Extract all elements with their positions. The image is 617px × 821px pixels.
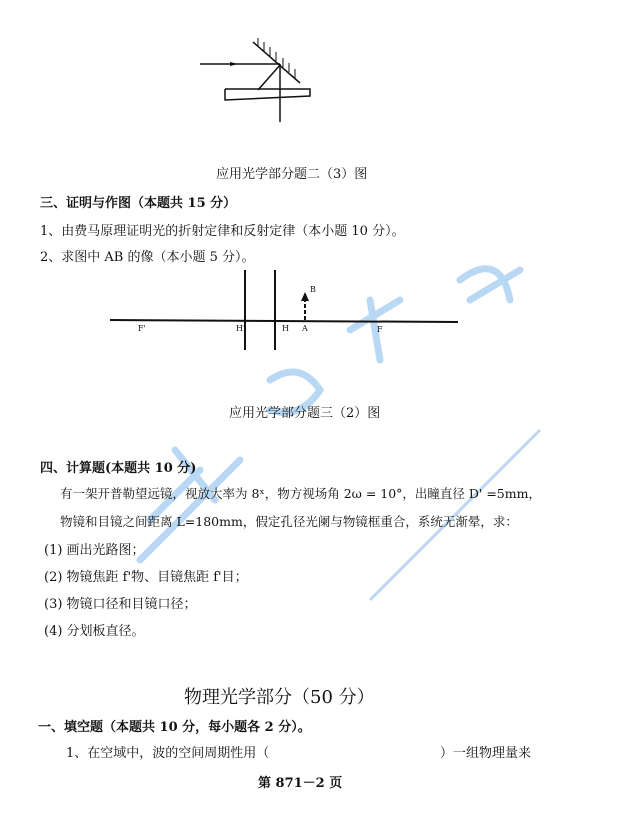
section-4-title: 四、计算题(本题共 10 分) <box>40 461 197 476</box>
section-4-item-2: (2) 物镜焦距 f'物、目镜焦距 f'目； <box>44 570 248 585</box>
part-title: 物理光学部分（50 分） <box>184 687 375 708</box>
section-4-line1: 有一架开普勒望远镜，视放大率为 8ˣ，物方视场角 2ω = 10°，出瞳直径 D' =5mm， <box>60 486 541 501</box>
section-4-item-4: (4) 分划板直径。 <box>44 624 145 639</box>
label-b: B <box>310 285 316 294</box>
section-4-item-3: (3) 物镜口径和目镜口径； <box>44 597 197 612</box>
section-3-q1: 1、由费马原理证明光的折射定律和反射定律（本小题 10 分）。 <box>40 224 405 239</box>
page-footer: 第 871－2 页 <box>258 776 343 791</box>
optical-diagram-principal-planes <box>110 270 458 350</box>
object-arrow-icon <box>301 292 309 301</box>
section-3-title: 三、证明与作图（本题共 15 分） <box>40 196 237 211</box>
figure-caption-1: 应用光学部分题二（3）图 <box>216 167 368 182</box>
part-2-q1-start: 1、在空域中，波的空间周期性用（ <box>66 746 270 761</box>
label-h-prime: H' <box>236 324 246 333</box>
section-4-line2: 物镜和目镜之间距离 L=180mm，假定孔径光阑与物镜框重合，系统无渐晕，求： <box>60 514 518 529</box>
label-a: A <box>302 324 308 333</box>
label-f-prime: F' <box>138 324 146 333</box>
part-2-q1-end: ）一组物理量来 <box>440 746 532 761</box>
section-3-q2: 2、求图中 AB 的像（本小题 5 分）。 <box>40 250 255 265</box>
label-f: F <box>377 325 383 334</box>
label-h: H <box>282 324 289 333</box>
part-2-section-1: 一、填空题（本题共 10 分，每小题各 2 分）。 <box>38 720 311 735</box>
section-4-item-1: (1) 画出光路图； <box>44 543 145 558</box>
figure-caption-2: 应用光学部分题三（2）图 <box>229 406 381 421</box>
